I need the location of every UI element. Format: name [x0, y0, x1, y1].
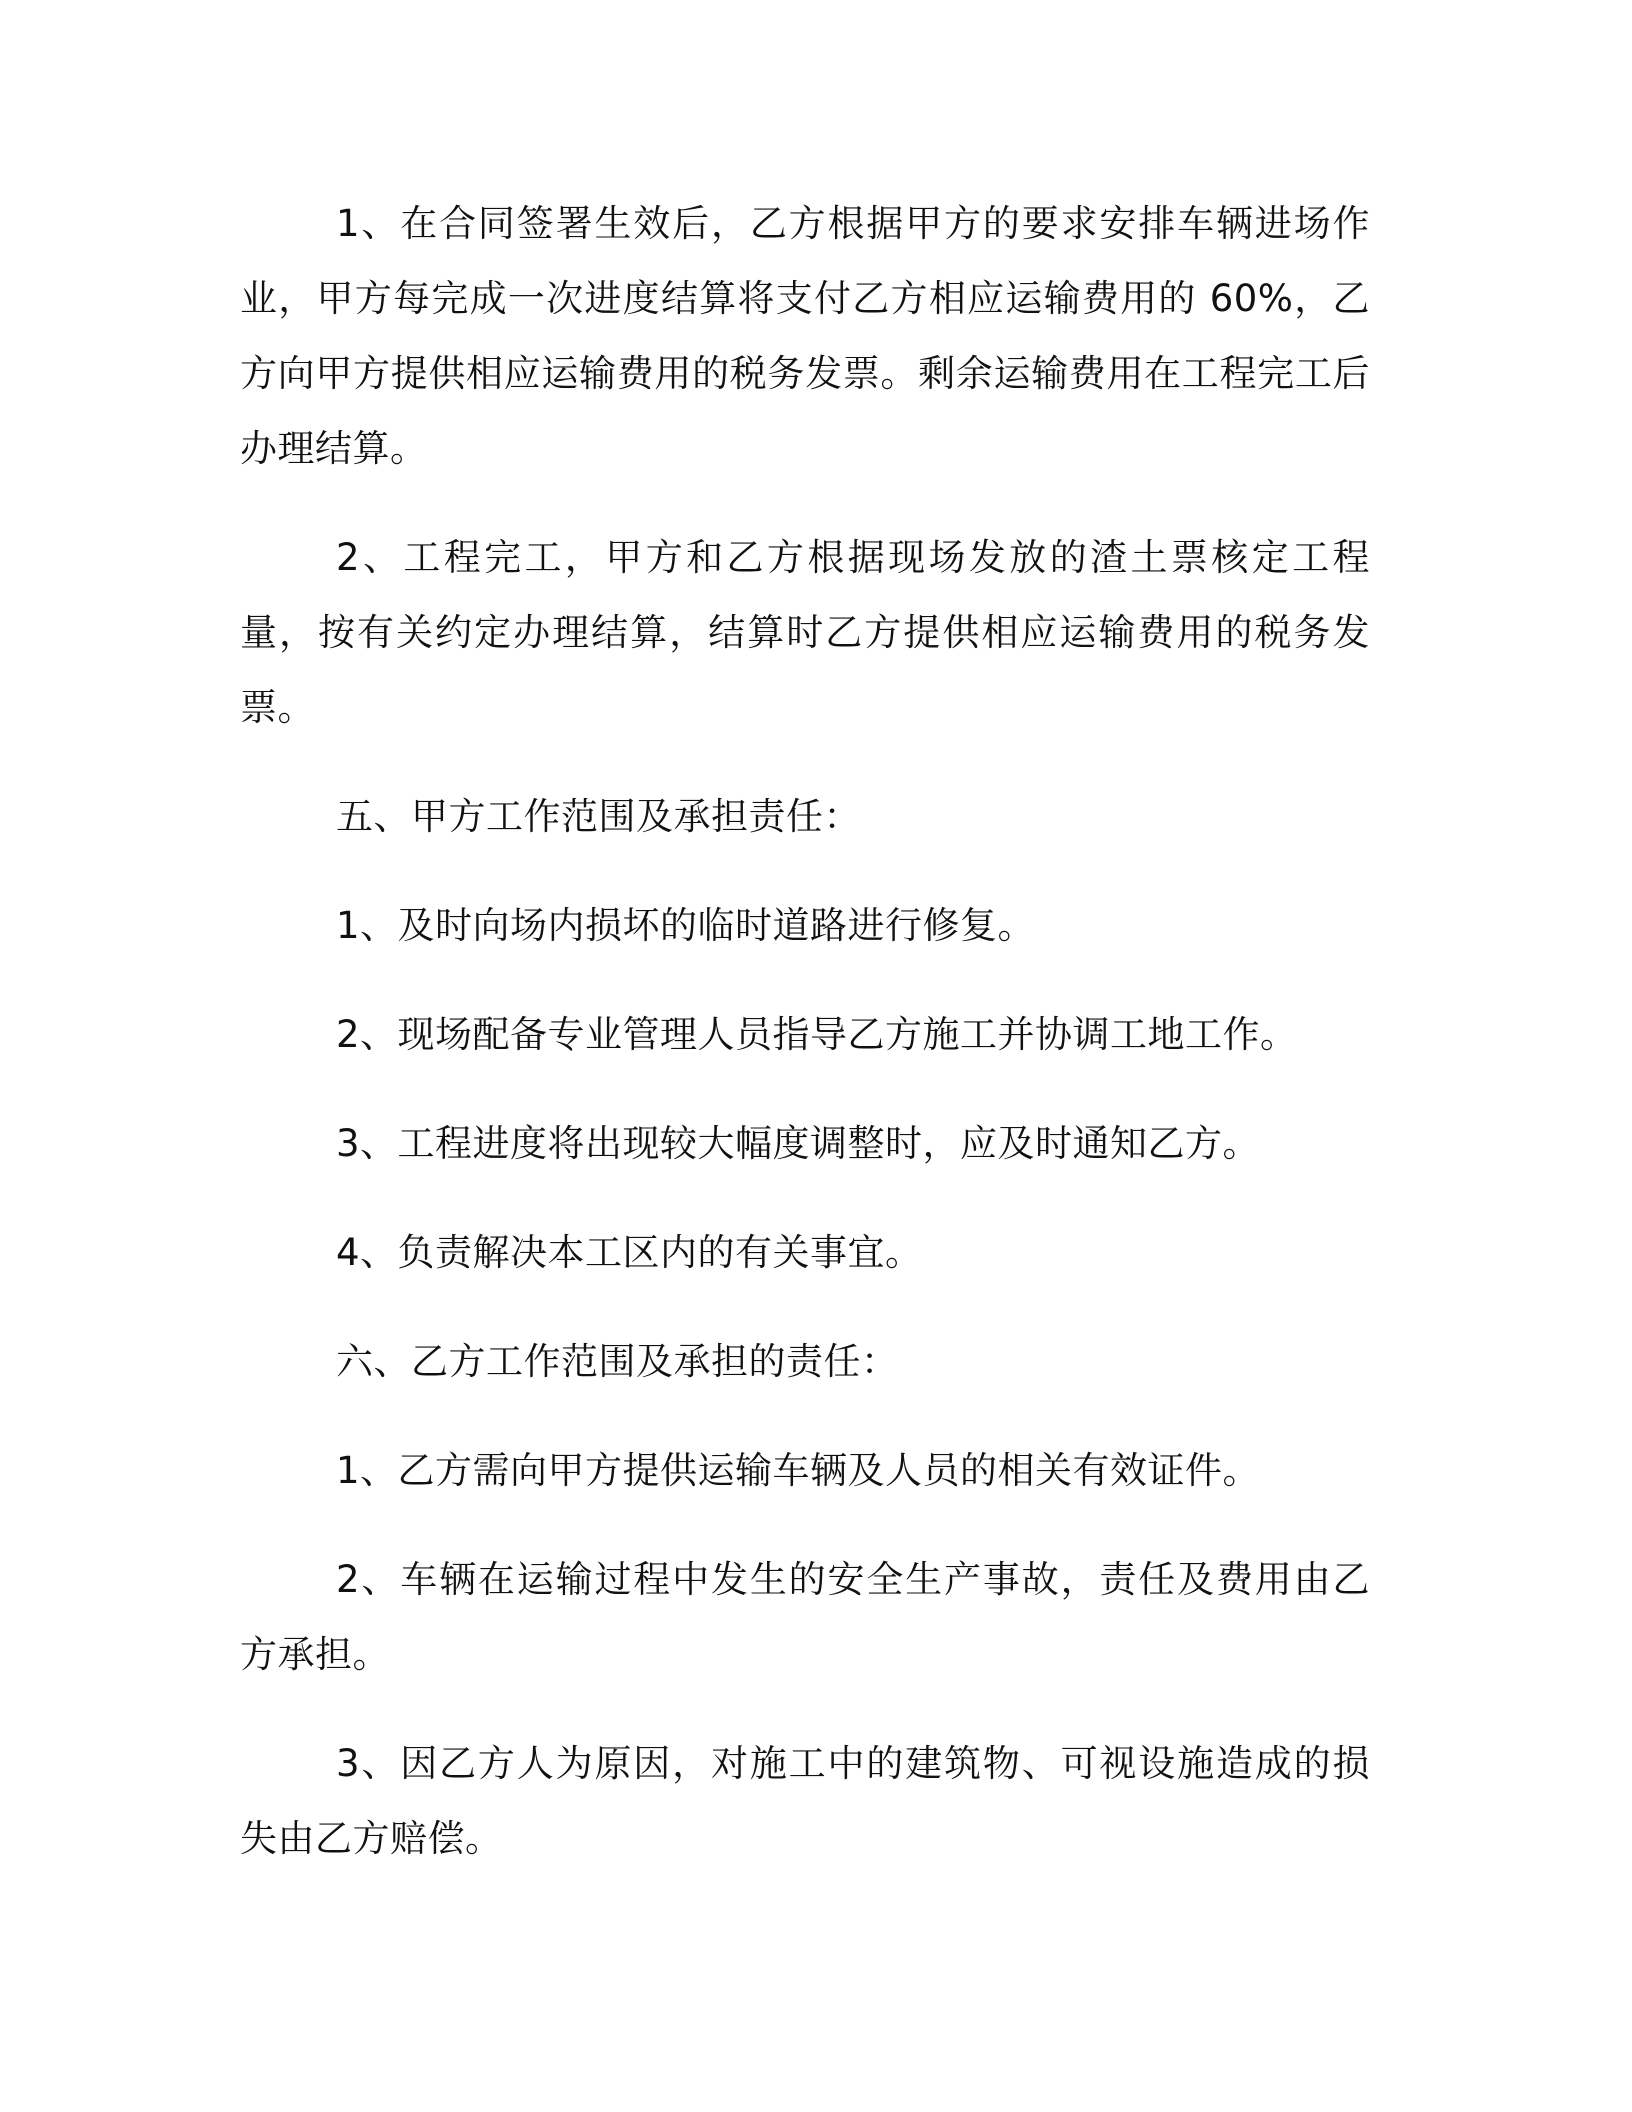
paragraph-gap	[240, 1692, 1370, 1726]
paragraph-gap	[240, 854, 1370, 888]
party-a-item-1: 1、及时向场内损坏的临时道路进行修复。	[336, 904, 1036, 947]
paragraph-gap	[240, 745, 1370, 779]
paragraph-gap	[240, 1181, 1370, 1215]
paragraph-gap	[240, 486, 1370, 520]
section-heading-party-a: 五、甲方工作范围及承担责任：	[336, 795, 861, 838]
paragraph-gap	[240, 1290, 1370, 1324]
party-a-item-4: 4、负责解决本工区内的有关事宜。	[336, 1231, 923, 1274]
document-body	[240, 186, 1370, 1876]
party-b-item-3: 3、因乙方人为原因，对施工中的建筑物、可视设施造成的损失由乙方赔偿。	[240, 1742, 1370, 1860]
section-heading-party-b: 六、乙方工作范围及承担的责任：	[336, 1340, 899, 1383]
paragraph-gap	[240, 1399, 1370, 1433]
party-a-item-2: 2、现场配备专业管理人员指导乙方施工并协调工地工作。	[336, 1013, 1298, 1056]
paragraph-gap	[240, 963, 1370, 997]
party-b-item-2: 2、车辆在运输过程中发生的安全生产事故，责任及费用由乙方承担。	[240, 1558, 1370, 1676]
party-b-item-1: 1、乙方需向甲方提供运输车辆及人员的相关有效证件。	[336, 1449, 1261, 1492]
paragraph-completion-settlement: 2、工程完工，甲方和乙方根据现场发放的渣土票核定工程量，按有关约定办理结算，结算时乙方提供相应运输费用的税务发票。	[240, 536, 1370, 729]
paragraph-payment-progress: 1、在合同签署生效后，乙方根据甲方的要求安排车辆进场作业，甲方每完成一次进度结算将支付乙方相应运输费用的 60%，乙方向甲方提供相应运输费用的税务发票。剩余运输费用在工程完工后办理结算。	[240, 202, 1370, 470]
party-a-item-3: 3、工程进度将出现较大幅度调整时，应及时通知乙方。	[336, 1122, 1261, 1165]
paragraph-gap	[240, 1072, 1370, 1106]
paragraph-gap	[240, 1508, 1370, 1542]
